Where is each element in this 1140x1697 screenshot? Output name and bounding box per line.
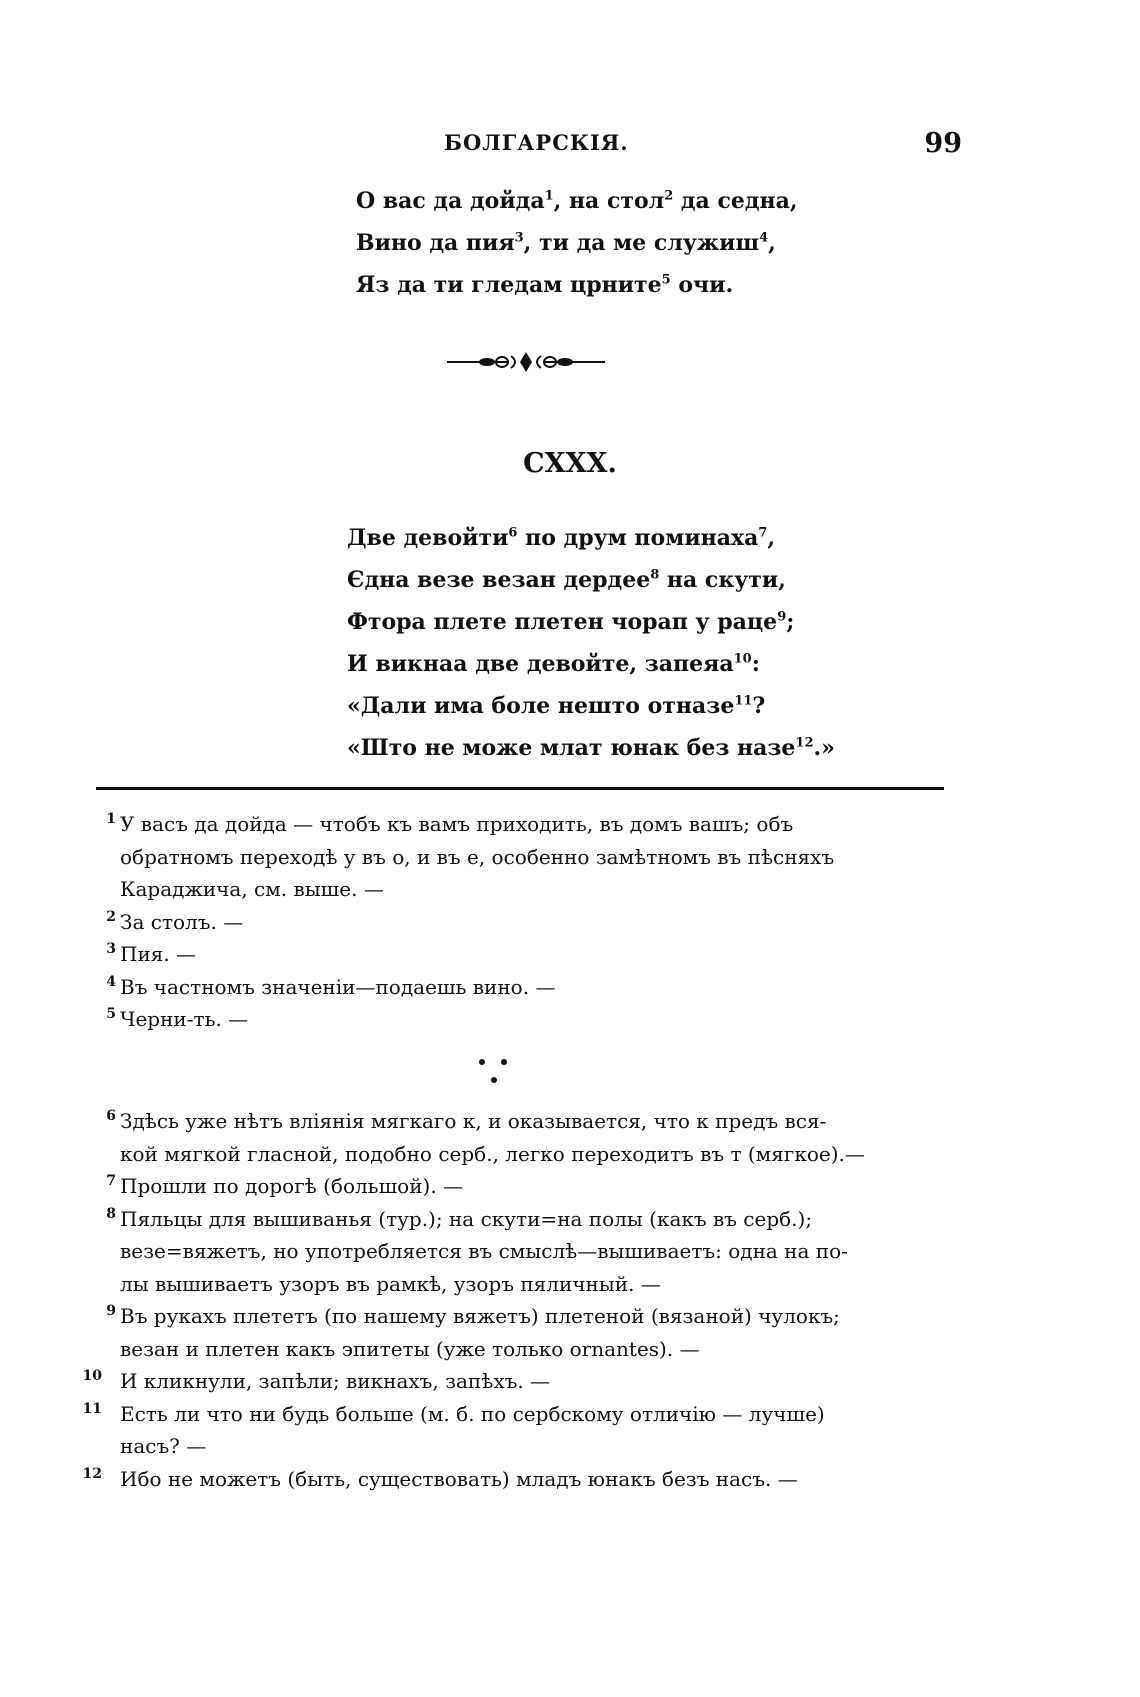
footnote bbox=[70, 1203, 950, 1301]
footnote-number: 9 bbox=[106, 1303, 116, 1319]
running-head: БОЛГАРСКІЯ. bbox=[444, 130, 629, 155]
footnote-rule bbox=[96, 787, 944, 790]
footnote-marker: 4 bbox=[759, 230, 769, 246]
poem-line bbox=[347, 685, 835, 727]
footnote-line: Здѣсь уже нѣтъ вліянія мягкаго к, и оказывается, что к предъ вся- bbox=[120, 1109, 827, 1133]
poem-line bbox=[347, 643, 835, 685]
poem-line bbox=[356, 180, 798, 222]
footnote bbox=[70, 1365, 950, 1398]
poem-stanza-1 bbox=[356, 180, 798, 306]
footnote bbox=[70, 1105, 950, 1170]
footnote-marker: 10 bbox=[733, 651, 752, 667]
verse-text: , bbox=[768, 230, 776, 256]
verse-text: ? bbox=[752, 693, 766, 719]
footnote-number: 3 bbox=[106, 941, 116, 957]
footnote-line: И кликнули, запѣли; викнахъ, запѣхъ. — bbox=[120, 1369, 551, 1393]
poem-line bbox=[356, 264, 798, 306]
verse-text: «Дали има боле нешто отназе bbox=[347, 693, 735, 719]
poem-line bbox=[347, 517, 835, 559]
footnote-line: Пяльцы для вышиванья (тур.); на скути=на полы (какъ въ серб.); bbox=[120, 1206, 813, 1231]
footnote-line: везе=вяжетъ, но употребляется въ смыслѣ—вышиваетъ: одна на по- bbox=[120, 1239, 848, 1263]
separator-dots-icon bbox=[474, 1056, 534, 1086]
footnote-line: везан и плетен какъ эпитеты (уже только ornantes). — bbox=[120, 1336, 700, 1361]
footnote-marker: 8 bbox=[650, 567, 660, 583]
footnote-number: 1 bbox=[106, 811, 116, 827]
footnote-line: Пия. — bbox=[120, 942, 197, 966]
verse-text: , ти да ме служиш bbox=[523, 230, 760, 256]
footnote-line: Въ частномъ значеніи—подаешь вино. — bbox=[120, 974, 556, 999]
footnotes-group-2 bbox=[70, 1105, 950, 1495]
verse-text: И викнаа две девойте, запеяа bbox=[347, 651, 734, 677]
footnotes-group-1 bbox=[70, 808, 950, 1036]
footnote-line: Есть ли что ни будь больше (м. б. по сербскому отличію — лучше) bbox=[120, 1401, 825, 1426]
footnote-number: 11 bbox=[82, 1400, 102, 1417]
section-title: CXXX. bbox=[523, 448, 617, 479]
footnote-marker: 1 bbox=[544, 188, 554, 204]
footnote-marker: 12 bbox=[795, 735, 814, 751]
verse-text: Фтора плете плетен чорап у раце bbox=[347, 609, 778, 635]
footnote-line: За столъ. — bbox=[120, 909, 244, 934]
verse-text: .» bbox=[813, 735, 835, 761]
footnote-marker: 9 bbox=[777, 609, 787, 625]
footnote-line: обратномъ переходѣ у въ о, и въ е, особенно замѣтномъ въ пѣсняхъ bbox=[120, 844, 835, 869]
footnote-line: лы вышиваетъ узоръ въ рамкѣ, узоръ пяличный. — bbox=[120, 1271, 661, 1296]
footnote-marker: 3 bbox=[514, 230, 524, 246]
verse-text: Вино да пия bbox=[356, 230, 515, 256]
ornament-divider-icon bbox=[447, 350, 605, 374]
footnote-marker: 2 bbox=[664, 188, 674, 204]
poem-line bbox=[347, 601, 835, 643]
footnote-marker: 7 bbox=[758, 525, 768, 541]
footnote bbox=[70, 938, 950, 971]
verse-text: , на стол bbox=[553, 188, 665, 214]
footnote-number: 8 bbox=[106, 1205, 116, 1222]
page-number: 99 bbox=[924, 128, 962, 159]
footnote-line: Прошли по дорогѣ (большой). — bbox=[120, 1174, 464, 1198]
footnote bbox=[70, 1003, 950, 1036]
footnote bbox=[70, 906, 950, 939]
footnote bbox=[70, 1398, 950, 1463]
footnote bbox=[70, 1463, 950, 1496]
footnote-line: насъ? — bbox=[120, 1434, 207, 1458]
footnote-line: Караджича, см. выше. — bbox=[120, 877, 384, 901]
verse-text: Две девойти bbox=[347, 525, 509, 551]
footnote-number: 6 bbox=[106, 1108, 116, 1124]
footnote-marker: 11 bbox=[734, 693, 753, 709]
footnote-number: 7 bbox=[106, 1173, 116, 1189]
footnote-line: кой мягкой гласной, подобно серб., легко переходитъ въ т (мягкое).— bbox=[120, 1141, 865, 1166]
poem-stanza-2 bbox=[347, 517, 835, 769]
footnote-number: 2 bbox=[106, 908, 116, 925]
verse-text: : bbox=[751, 651, 760, 677]
footnote-line: Черни-ть. — bbox=[120, 1007, 249, 1031]
footnote-marker: 6 bbox=[508, 525, 518, 541]
verse-text: на скути, bbox=[659, 567, 786, 593]
verse-text: , bbox=[767, 525, 776, 551]
verse-text: Єдна везе везан дердее bbox=[347, 567, 651, 593]
footnote bbox=[70, 971, 950, 1004]
verse-text: ; bbox=[786, 609, 795, 635]
page-header bbox=[438, 128, 962, 168]
poem-line bbox=[347, 559, 835, 601]
verse-text: Яз да ти гледам црните bbox=[356, 272, 662, 298]
footnote-line: Въ рукахъ плететъ (по нашему вяжетъ) плетеной (вязаной) чулокъ; bbox=[120, 1304, 840, 1328]
footnote-line: Ибо не можетъ (быть, существовать) младъ юнакъ безъ насъ. — bbox=[120, 1466, 798, 1491]
poem-line bbox=[347, 727, 835, 769]
footnote bbox=[70, 808, 950, 906]
footnote-number: 10 bbox=[82, 1368, 102, 1384]
verse-text: очи. bbox=[670, 272, 734, 298]
verse-text: О вас да дойда bbox=[356, 188, 545, 214]
footnote-number: 5 bbox=[106, 1006, 116, 1022]
verse-text: «Што не може млат юнак без назе bbox=[347, 735, 796, 761]
footnote-number: 12 bbox=[82, 1465, 102, 1482]
footnote-number: 4 bbox=[106, 973, 116, 990]
footnote-marker: 5 bbox=[661, 272, 671, 288]
poem-line bbox=[356, 222, 798, 264]
footnote bbox=[70, 1170, 950, 1203]
footnote bbox=[70, 1300, 950, 1365]
footnote-line: У васъ да дойда — чтобъ къ вамъ приходить, въ домъ вашъ; объ bbox=[120, 812, 794, 836]
verse-text: да седна, bbox=[673, 188, 798, 214]
verse-text: по друм поминаха bbox=[517, 525, 759, 551]
